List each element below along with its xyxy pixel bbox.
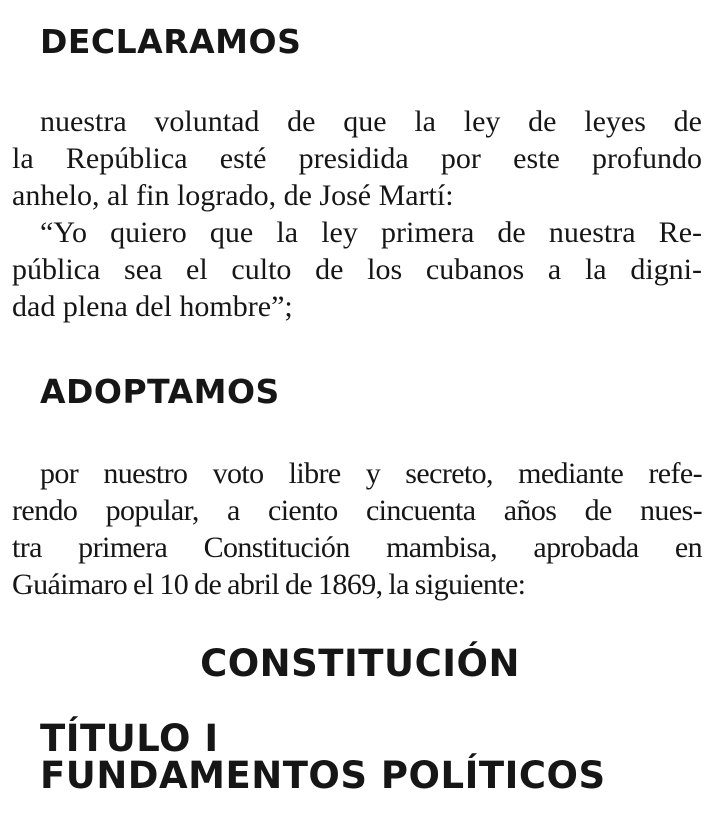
paragraph-line: tra primera Constitución mambisa, aprobada en [12,531,702,564]
paragraph-line: pública sea el culto de los cubanos a la digni- [12,253,702,286]
heading-adoptamos: ADOPTAMOS [40,372,280,411]
paragraph-line: dad plena del hombre”; [12,290,293,323]
paragraph-line: por nuestro voto libre y secreto, mediante refe- [40,457,702,490]
title-number: TÍTULO I [40,717,219,760]
title-heading [40,717,606,797]
paragraph-adoptamos [12,455,702,603]
heading-declaramos: DECLARAMOS [40,22,302,61]
paragraph-line: Guáimaro el 10 de abril de 1869, la siguiente: [12,568,526,601]
paragraph-line: nuestra voluntad de que la ley de leyes de [40,105,702,138]
paragraph-line: “Yo quiero que la ley primera de nuestra Re- [40,216,702,249]
paragraph-line: la República esté presidida por este profundo [12,142,702,175]
title-name: FUNDAMENTOS POLÍTICOS [40,754,606,797]
paragraph-line: rendo popular, a ciento cincuenta años de nues- [12,494,702,527]
constitution-title: CONSTITUCIÓN [200,642,520,685]
paragraph-line: anhelo, al fin logrado, de José Martí: [12,179,454,212]
paragraph-declaramos [12,103,702,325]
